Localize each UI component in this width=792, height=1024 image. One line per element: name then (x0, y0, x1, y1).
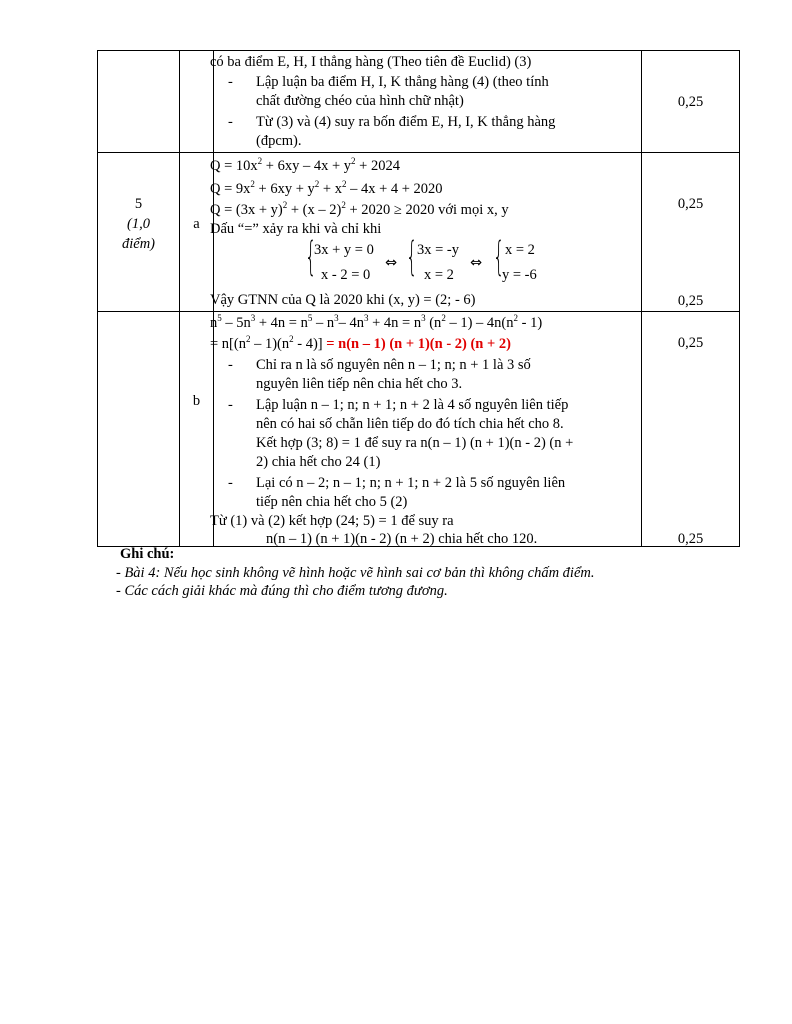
solution-line: Dấu “=” xảy ra khi và chỉ khi (210, 221, 382, 237)
solution-line: $Q = 9x^2 + 6xy + y^2 + x^2 - 4x + 4 + 2020$ (210, 179, 443, 197)
score-value: 0,25 (677, 531, 704, 547)
solution-line: nên có hai số chẵn liên tiếp do đó tích chia hết cho 8. (256, 416, 564, 432)
question-points: điểm) (121, 236, 155, 252)
system-eq: 3x = -y (417, 242, 460, 258)
solution-line: có ba điểm E, H, I thẳng hàng (Theo tiên đề Euclid) (3) (210, 54, 532, 70)
part-label: a (193, 216, 200, 232)
solution-cell (210, 153, 642, 312)
score-value: 0,25 (677, 293, 704, 309)
note-line: - Bài 4: Nếu học sinh không vẽ hình hoặc vẽ hình sai cơ bản thì không chấm điểm. (116, 565, 595, 581)
solution-line: = $n[(n^2 - 1)(n^2 - 4)] = n(n - 1) (n + 1)(n - 2) (n + 2)$ (210, 334, 511, 352)
solution-line: n(n – 1) (n + 1)(n - 2) (n + 2) chia hết cho 120. (266, 531, 538, 547)
part-label: b (192, 393, 201, 409)
solution-line: (đpcm). (256, 133, 302, 149)
question-number: 5 (134, 196, 143, 212)
bullet: - (228, 114, 233, 130)
bullet: - (228, 397, 233, 413)
solution-line: Lập luận n – 1; n; n + 1; n + 2 là 4 số nguyên liên tiếp (256, 397, 569, 413)
bullet: - (228, 74, 233, 90)
notes-title: Ghi chú: (120, 546, 175, 562)
factored-result: = n(n – 1) (n + 1)(n - 2) (n + 2) (326, 336, 511, 352)
part-cell (180, 51, 214, 153)
part-cell (180, 153, 214, 312)
solution-line: Lại có n – 2; n – 1; n; n + 1; n + 2 là 5 số nguyên liên (256, 475, 566, 491)
system-eq: y = -6 (502, 267, 537, 283)
solution-cell (210, 51, 642, 153)
solution-line: Vậy GTNN của Q là 2020 khi (x, y) = (2; - 6) (210, 292, 476, 308)
score-value: 0,25 (677, 94, 704, 110)
note-line: - Các cách giải khác mà đúng thì cho điểm tương đương. (116, 583, 448, 599)
system-eq: x = 2 (505, 242, 535, 258)
solution-line: $Q = 10x^2 + 6xy - 4x + y^2 + 2024$ (210, 156, 400, 174)
solution-line: Lập luận ba điểm H, I, K thẳng hàng (4) (theo tính (256, 74, 549, 90)
question-cell (98, 312, 180, 547)
system-eq: 3x + y = 0 (314, 242, 374, 258)
part-cell (180, 312, 214, 547)
table-row (98, 153, 740, 312)
table-row (98, 51, 740, 153)
question-cell (98, 51, 180, 153)
iff-icon: ⇔ (385, 255, 398, 271)
iff-icon: ⇔ (470, 255, 483, 271)
solution-line: $Q = (3x + y)^2 + (x - 2)^2 + 2020 \ge 2020$ với mọi x, y (210, 200, 509, 218)
solution-line: nguyên liên tiếp nên chia hết cho 3. (256, 376, 463, 392)
solution-line: $n^5 - 5n^3 + 4n = n^5 - n^3-$ $4n^3 + 4n = n^3$ $(n^2 - 1) - 4n(n^2 - 1)$ (210, 313, 543, 331)
score-value: 0,25 (677, 335, 704, 351)
solution-line: Từ (3) và (4) suy ra bốn điểm E, H, I, K thẳng hàng (256, 114, 556, 130)
solution-line: 2) chia hết cho 24 (1) (256, 454, 381, 470)
system-eq: x - 2 = 0 (321, 267, 371, 283)
brace-icon: { (406, 234, 418, 280)
question-cell (98, 153, 180, 312)
bullet: - (228, 475, 233, 491)
bullet: - (228, 357, 233, 373)
brace-icon: { (305, 234, 317, 280)
solution-line: Từ (1) và (2) kết hợp (24; 5) = 1 để suy ra (210, 513, 454, 529)
score-cell (642, 312, 740, 547)
system-eq: x = 2 (424, 267, 454, 283)
solution-cell (210, 312, 642, 547)
grading-table (97, 50, 740, 547)
brace-icon: { (493, 234, 505, 280)
score-cell (642, 153, 740, 312)
solution-line: Chỉ ra n là số nguyên nên n – 1; n; n + 1 là 3 số (256, 357, 531, 373)
score-value: 0,25 (677, 196, 704, 212)
solution-line: tiếp nên chia hết cho 5 (2) (256, 494, 408, 510)
score-cell (642, 51, 740, 153)
solution-line: Kết hợp (3; 8) = 1 để suy ra n(n – 1) (n + 1)(n - 2) (n + (256, 435, 574, 451)
question-points: (1,0 (127, 216, 150, 232)
solution-line: chất đường chéo của hình chữ nhật) (256, 93, 464, 109)
table-row (98, 312, 740, 547)
